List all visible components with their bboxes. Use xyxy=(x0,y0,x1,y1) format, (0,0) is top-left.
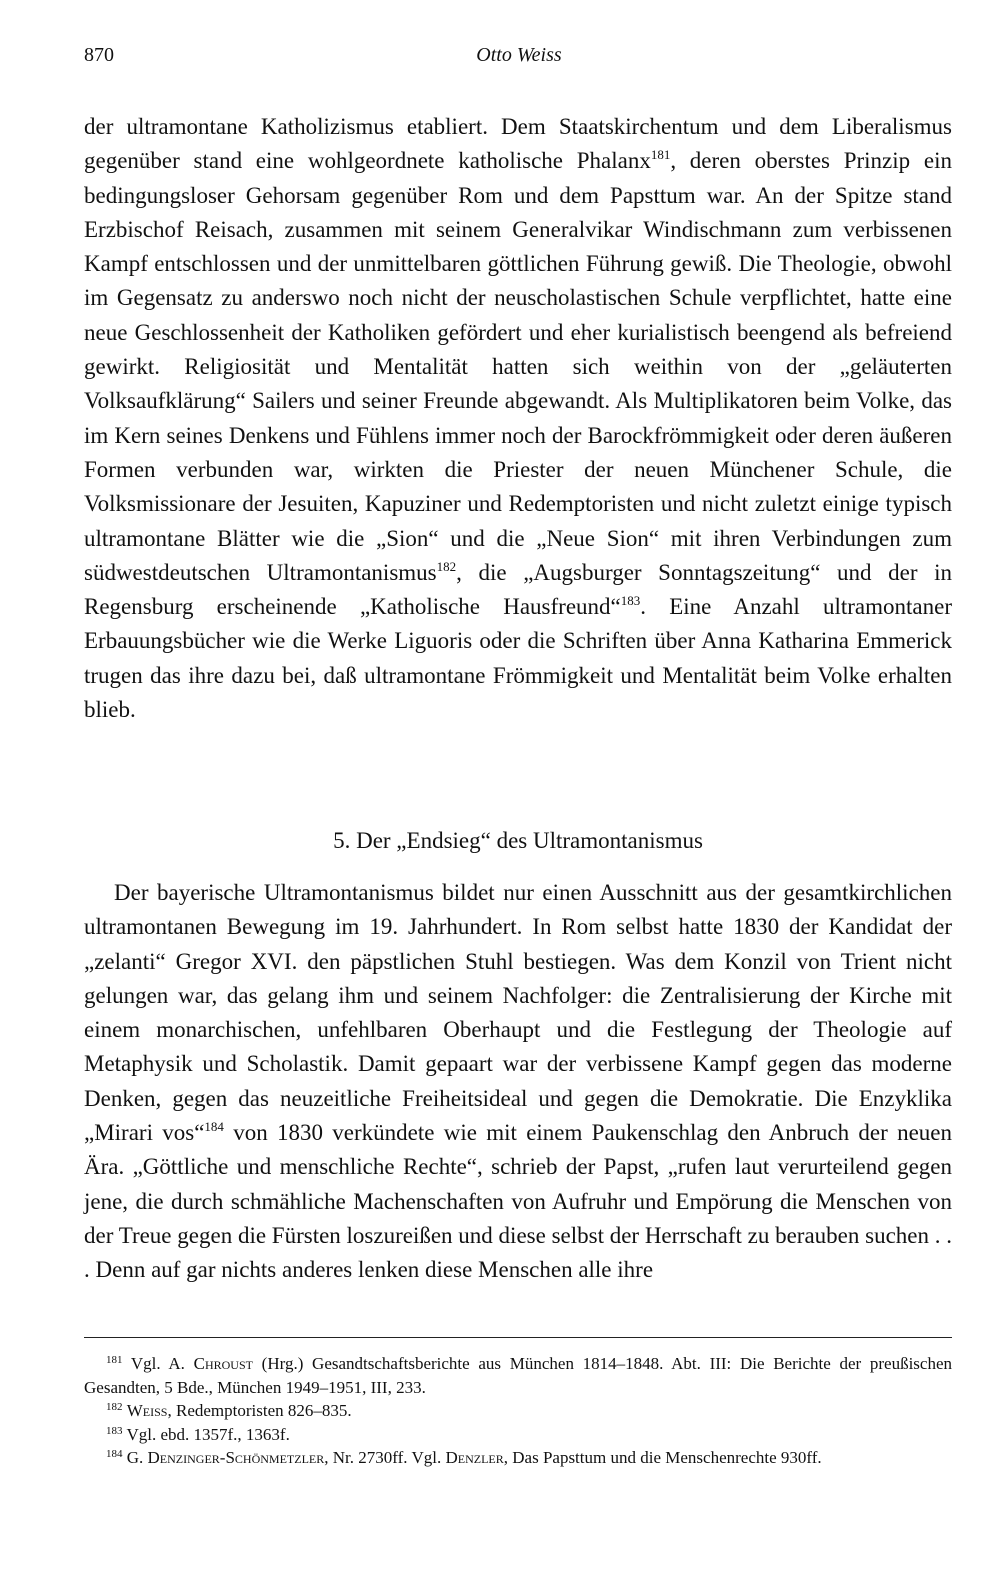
footnote-text: Vgl. ebd. 1357f., 1363f. xyxy=(126,1424,290,1444)
footnote-181 xyxy=(84,1352,952,1399)
paragraph-text xyxy=(84,876,952,1288)
text-run: von 1830 verkündete wie mit einem Paukenschlag den Anbruch der neuen Ära. „Göttliche und menschliche Rechte“, schrieb der Papst, „rufen laut verurteilend gegen jene, die durch schmähliche Machenschaften von Aufruhr und Empörung die Menschen von der Treue gegen die Fürsten loszureißen und diese selbst der Herrschaft zu berauben suchen . . . Denn auf gar nichts anderes lenken diese Menschen alle ihre xyxy=(84,1120,952,1283)
text-run: der ultramontane Katholizismus etabliert. Dem Staatskirchentum und dem Liberalismus gegenüber stand eine wohlgeordnete katholische Phalanx xyxy=(84,114,952,174)
text-run: . Eine Anzahl ultramontaner Erbauungsbücher wie die Werke Liguoris oder die Schriften über Anna Katharina Emmerick trugen das ihre dazu bei, daß ultramontane Frömmigkeit und Mentalität beim Volke erhalten blieb. xyxy=(84,594,952,723)
footnote-text: , Nr. 2730ff. Vgl. xyxy=(324,1448,446,1467)
footnote-text: , Das Papsttum und die Menschenrechte 930ff. xyxy=(503,1448,822,1467)
footnote-text: (Hrg.) Gesandtschaftsberichte aus München 1814–1848. Abt. III: Die Berichte der preußischen Gesandten, 5 Bde., München 1949–1951, III, 233. xyxy=(84,1354,952,1397)
text-run: , deren oberstes Prinzip ein bedingungsloser Gehorsam gegenüber Rom und dem Papsttum war. An der Spitze stand Erzbischof Reisach, zusammen mit seinem Generalvikar Windischmann zum verbissenen Kampf entschlossen und der unmittelbaren göttlichen Führung gewiß. Die Theologie, obwohl im Gegensatz zu anderswo noch nicht der neuscholastischen Schule verpflichtet, hatte eine neue Geschlossenheit der Katholiken gefördert und eher kurialistisch beengend als befreiend gewirkt. Religiosität und Mentalität hatten sich weithin von der „geläuterten Volksaufklärung“ Sailers und seiner Freunde abgewandt. Als Multiplikatoren beim Volke, das im Kern seines Denkens und Fühlens immer noch der Barockfrömmigkeit oder deren äußeren Formen verbunden war, wirkten die Priester der neuen Münchener Schule, die Volksmissionare der Jesuiten, Kapuziner und Redemptoristen und nicht zuletzt einige typisch ultramontane Blätter wie die „Sion“ und die „Neue Sion“ mit ihren Verbindungen zum südwestdeutschen Ultramontanismus xyxy=(84,148,952,585)
paragraph-text xyxy=(84,110,952,727)
footnote-separator xyxy=(84,1337,952,1338)
footnote-ref-182: 182 xyxy=(436,558,457,574)
footnote-text: Vgl. A. xyxy=(130,1354,194,1373)
body-paragraph xyxy=(84,876,952,1288)
body-paragraph xyxy=(84,110,952,727)
text-run: , die „Augsburger Sonntagszeitung“ und der in Regensburg erscheinende „Katholische Hausfreund“ xyxy=(84,559,953,620)
footnote-184 xyxy=(84,1446,952,1470)
running-head xyxy=(84,44,954,76)
footnote-183 xyxy=(84,1423,952,1447)
author-name: Denzler xyxy=(445,1448,504,1467)
author-name: Denzinger-Schönmetzler xyxy=(147,1448,325,1467)
section-heading: 5. Der „Endsieg“ des Ultramontanismus xyxy=(333,828,703,853)
footnote-182 xyxy=(84,1399,952,1423)
footnote-text: G. xyxy=(126,1448,148,1467)
footnote-ref-184: 184 xyxy=(204,1119,224,1135)
running-title: Otto Weiss xyxy=(476,44,562,66)
footnote-ref-181: 181 xyxy=(650,147,671,163)
author-name: Chroust xyxy=(193,1354,253,1373)
footnote-ref-183: 183 xyxy=(620,593,641,609)
page-number: 870 xyxy=(84,44,114,66)
footnotes xyxy=(84,1352,952,1470)
footnote-number: 181 xyxy=(106,1354,123,1366)
footnote-text: , Redemptoristen 826–835. xyxy=(167,1401,352,1420)
footnote-number: 183 xyxy=(106,1424,123,1437)
footnote-number: 184 xyxy=(106,1448,123,1460)
text-run: Der bayerische Ultramontanismus bildet nur einen Ausschnitt aus der gesamtkirchlichen ultramontanen Bewegung im 19. Jahrhundert. In Rom selbst hatte 1830 der Kandidat der „zelanti“ Gregor XVI. den päpstlichen Stuhl bestiegen. Was dem Konzil von Trient nicht gelungen war, das gelang ihm und seinem Nachfolger: die Zentralisierung der Kirche mit einem monarchischen, unfehlbaren Oberhaupt und die Festlegung der Theologie auf Metaphysik und Scholastik. Damit gepaart war der verbissene Kampf gegen das moderne Denken, gegen das neuzeitliche Freiheitsideal und gegen die Demokratie. Die Enzyklika „Mirari vos“ xyxy=(84,880,952,1146)
author-name: Weiss xyxy=(126,1401,168,1420)
footnote-number: 182 xyxy=(106,1401,123,1413)
